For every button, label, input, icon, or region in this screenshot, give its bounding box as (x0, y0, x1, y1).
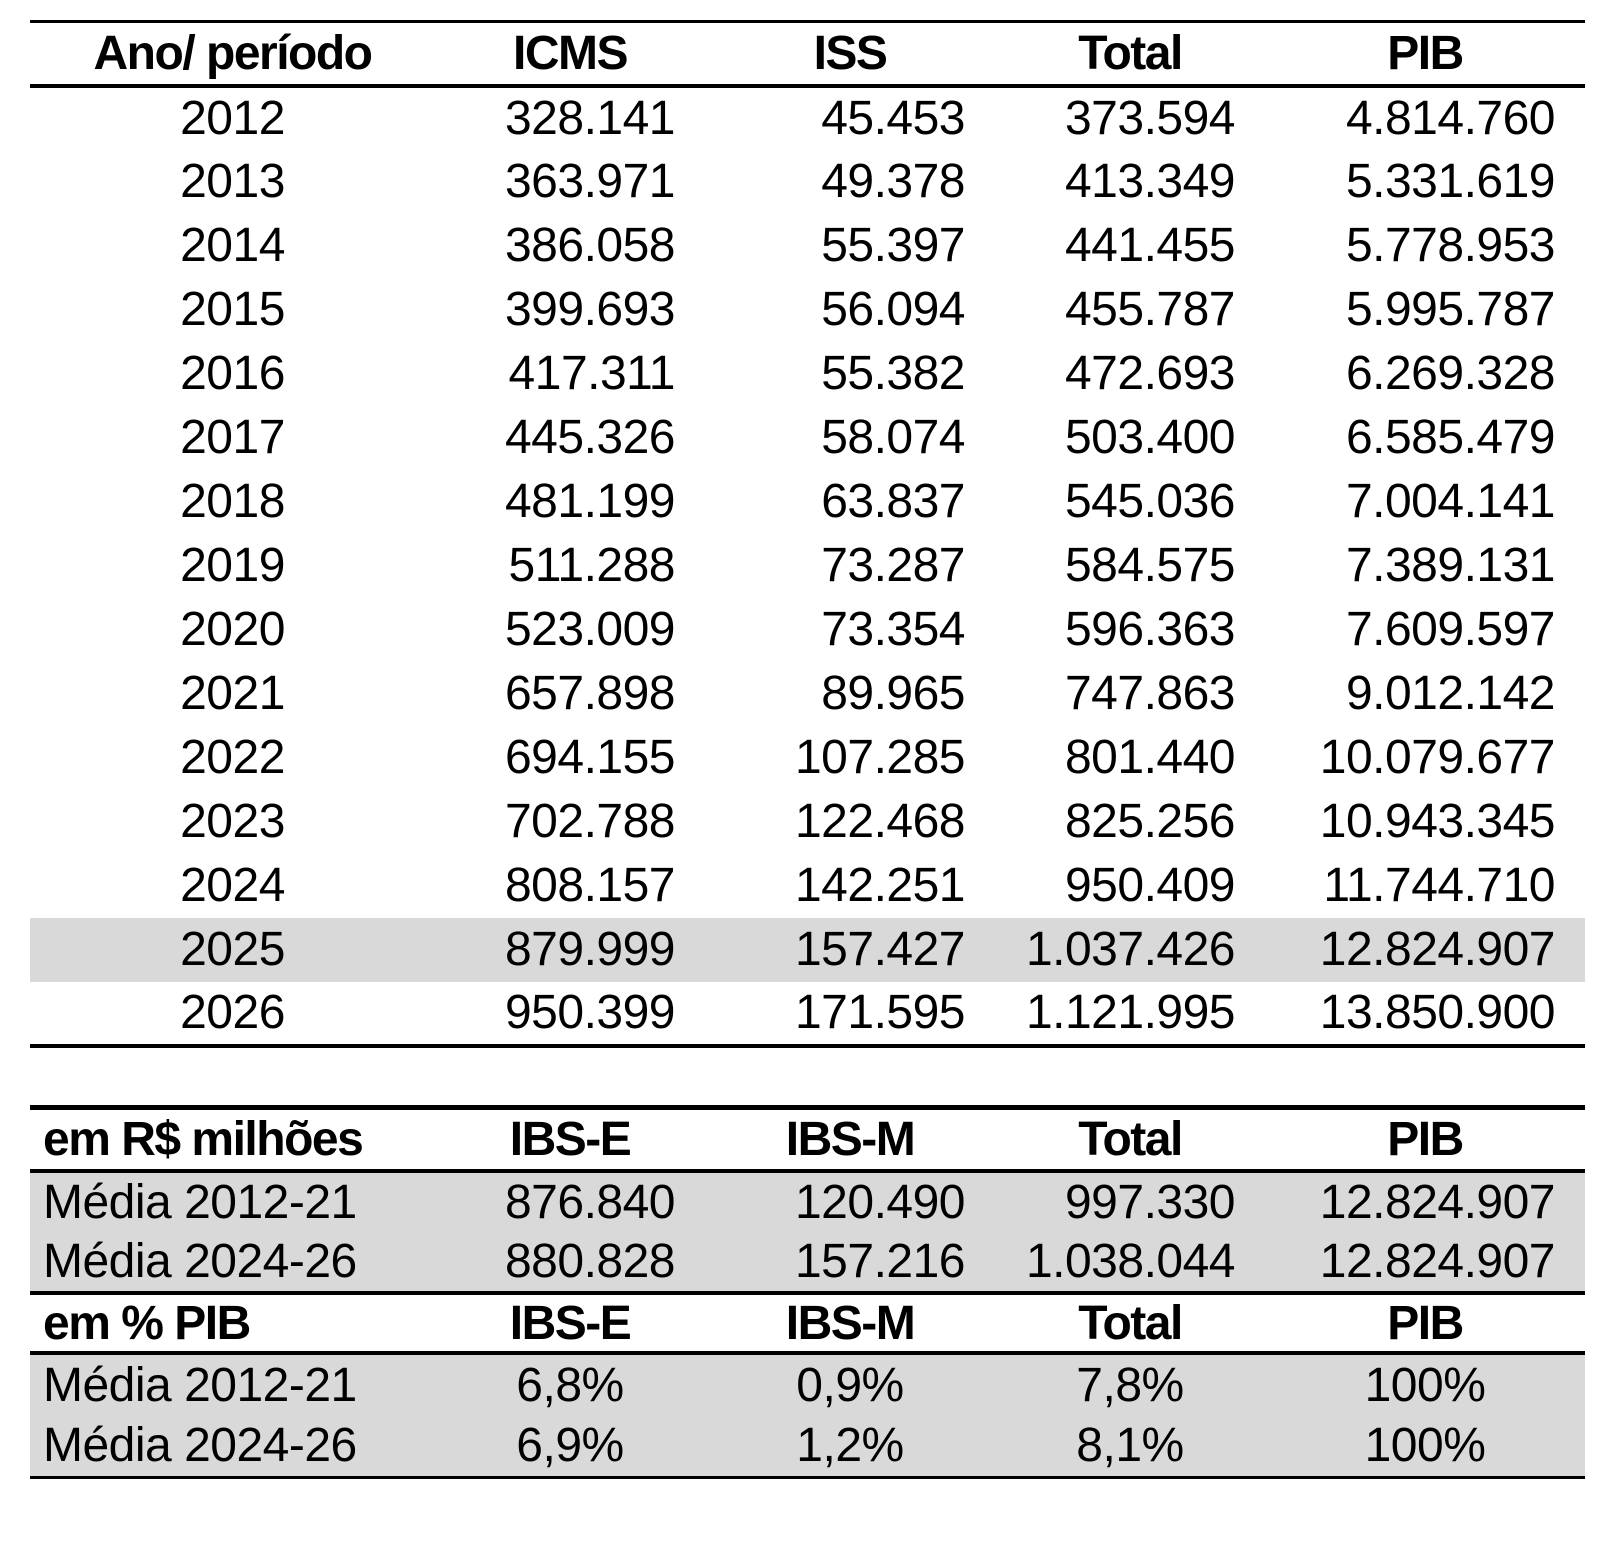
iss-cell: 89.965 (821, 667, 965, 720)
column-header-icms: ICMS (513, 26, 627, 80)
year-cell: 2017 (180, 411, 285, 464)
pib-cell: 6.269.328 (1345, 347, 1555, 400)
icms-cell: 481.199 (504, 475, 675, 528)
averages-summary-table (30, 1105, 1585, 1479)
iss-cell: 107.285 (794, 731, 965, 784)
total-cell: 373.594 (1064, 92, 1235, 145)
total-cell: 455.787 (1064, 283, 1235, 336)
icms-cell: 363.971 (504, 155, 675, 208)
total-cell: 7,8% (1076, 1358, 1184, 1412)
icms-cell: 328.141 (504, 92, 675, 145)
total-cell: 472.693 (1064, 347, 1235, 400)
year-cell: 2021 (180, 667, 285, 720)
table-row-media-2012-21-rs (30, 1171, 1585, 1232)
total-cell: 413.349 (1064, 155, 1235, 208)
total-cell: 997.330 (1064, 1176, 1235, 1229)
table-row (30, 214, 1585, 278)
iss-cell: 171.595 (794, 986, 965, 1039)
pib-cell: 11.744.710 (1323, 859, 1555, 912)
icms-cell: 445.326 (504, 411, 675, 464)
period-label-cell: Média 2024-26 (43, 1418, 357, 1472)
iss-cell: 49.378 (821, 155, 965, 208)
icms-cell: 657.898 (504, 667, 675, 720)
pib-cell: 5.778.953 (1345, 219, 1555, 272)
table-row (30, 854, 1585, 918)
iss-cell: 56.094 (821, 283, 965, 336)
period-label-cell: Média 2024-26 (43, 1235, 357, 1288)
period-label-cell: Média 2012-21 (43, 1176, 357, 1229)
year-cell: 2016 (180, 347, 285, 400)
table-row (30, 86, 1585, 150)
column-header-ibs-m: IBS-M (785, 1112, 915, 1166)
table-row-media-2024-26-rs (30, 1232, 1585, 1293)
pib-cell: 7.389.131 (1345, 539, 1555, 592)
header-row-rs-milhoes (30, 1107, 1585, 1171)
pib-cell: 12.824.907 (1319, 923, 1555, 976)
ibs-m-cell: 157.216 (794, 1235, 965, 1288)
icms-cell: 702.788 (504, 795, 675, 848)
pib-cell: 9.012.142 (1345, 667, 1555, 720)
pib-cell: 5.331.619 (1345, 155, 1555, 208)
pib-cell: 7.609.597 (1345, 603, 1555, 656)
column-header-iss: ISS (813, 26, 887, 80)
iss-cell: 55.382 (821, 347, 965, 400)
icms-cell: 399.693 (504, 283, 675, 336)
table-row (30, 534, 1585, 598)
icms-cell: 694.155 (504, 731, 675, 784)
year-cell: 2012 (180, 92, 285, 145)
pib-cell: 6.585.479 (1345, 411, 1555, 464)
pib-cell: 12.824.907 (1319, 1235, 1555, 1288)
year-cell: 2015 (180, 283, 285, 336)
column-header-ibs-e: IBS-E (509, 1296, 631, 1350)
pib-cell: 5.995.787 (1345, 283, 1555, 336)
year-cell: 2020 (180, 603, 285, 656)
year-cell: 2019 (180, 539, 285, 592)
total-cell: 503.400 (1064, 411, 1235, 464)
year-cell: 2018 (180, 475, 285, 528)
total-cell: 8,1% (1076, 1418, 1184, 1472)
icms-cell: 417.311 (508, 347, 675, 400)
table-row (30, 982, 1585, 1046)
table-row (30, 470, 1585, 534)
icms-cell: 511.288 (508, 539, 675, 592)
year-cell: 2014 (180, 219, 285, 272)
iss-cell: 55.397 (821, 219, 965, 272)
year-cell: 2023 (180, 795, 285, 848)
column-header-ano-periodo: Ano/ período (93, 26, 372, 80)
year-cell: 2025 (180, 923, 285, 976)
total-cell: 825.256 (1064, 795, 1235, 848)
total-cell: 545.036 (1064, 475, 1235, 528)
iss-cell: 63.837 (821, 475, 965, 528)
iss-cell: 122.468 (794, 795, 965, 848)
total-cell: 596.363 (1064, 603, 1235, 656)
ibs-e-cell: 880.828 (504, 1235, 675, 1288)
total-cell: 441.455 (1064, 219, 1235, 272)
table-row (30, 662, 1585, 726)
column-header-pib: PIB (1387, 1296, 1463, 1350)
iss-cell: 58.074 (821, 411, 965, 464)
year-cell: 2013 (180, 155, 285, 208)
total-cell: 1.038.044 (1025, 1235, 1235, 1288)
pib-cell: 12.824.907 (1319, 1176, 1555, 1229)
pib-cell: 100% (1364, 1358, 1486, 1412)
period-label-cell: Média 2012-21 (43, 1358, 357, 1412)
column-header-total: Total (1078, 1296, 1182, 1350)
table-row (30, 726, 1585, 790)
pib-cell: 10.079.677 (1319, 731, 1555, 784)
icms-cell: 879.999 (504, 923, 675, 976)
table-row (30, 150, 1585, 214)
icms-cell: 523.009 (504, 603, 675, 656)
iss-cell: 73.354 (821, 603, 965, 656)
total-cell: 747.863 (1064, 667, 1235, 720)
column-header-total: Total (1078, 1112, 1182, 1166)
ibs-e-cell: 6,8% (516, 1358, 624, 1412)
column-header-em-pct-pib: em % PIB (43, 1296, 250, 1350)
pib-cell: 10.943.345 (1319, 795, 1555, 848)
ibs-m-cell: 0,9% (796, 1358, 904, 1412)
total-cell: 1.037.426 (1025, 923, 1235, 976)
ibs-e-cell: 6,9% (516, 1418, 624, 1472)
pib-cell: 100% (1364, 1418, 1486, 1472)
ibs-e-cell: 876.840 (504, 1176, 675, 1229)
table-row-media-2024-26-pct (30, 1415, 1585, 1477)
year-cell: 2022 (180, 731, 285, 784)
year-cell: 2026 (180, 986, 285, 1039)
iss-cell: 45.453 (821, 92, 965, 145)
icms-cell: 386.058 (504, 219, 675, 272)
table-row-highlighted-2025 (30, 918, 1585, 982)
column-header-ibs-e: IBS-E (509, 1112, 631, 1166)
total-cell: 950.409 (1064, 859, 1235, 912)
table-row (30, 406, 1585, 470)
table-row (30, 790, 1585, 854)
iss-cell: 73.287 (821, 539, 965, 592)
table-row (30, 278, 1585, 342)
header-row-pct-pib (30, 1293, 1585, 1353)
pib-cell: 7.004.141 (1345, 475, 1555, 528)
table-row (30, 598, 1585, 662)
icms-cell: 950.399 (504, 986, 675, 1039)
iss-cell: 157.427 (794, 923, 965, 976)
column-header-ibs-m: IBS-M (785, 1296, 915, 1350)
pib-cell: 4.814.760 (1345, 92, 1555, 145)
header-row (30, 22, 1585, 86)
table-row (30, 342, 1585, 406)
total-cell: 801.440 (1064, 731, 1235, 784)
table-row-media-2012-21-pct (30, 1353, 1585, 1415)
column-header-total: Total (1078, 26, 1182, 80)
tax-revenue-by-year-table (30, 20, 1585, 1048)
icms-cell: 808.157 (504, 859, 675, 912)
year-cell: 2024 (180, 859, 285, 912)
ibs-m-cell: 120.490 (794, 1176, 965, 1229)
column-header-em-rs-milhoes: em R$ milhões (43, 1112, 363, 1166)
total-cell: 584.575 (1064, 539, 1235, 592)
column-header-pib: PIB (1387, 1112, 1463, 1166)
ibs-m-cell: 1,2% (796, 1418, 904, 1472)
total-cell: 1.121.995 (1025, 986, 1235, 1039)
iss-cell: 142.251 (794, 859, 965, 912)
column-header-pib: PIB (1387, 26, 1463, 80)
pib-cell: 13.850.900 (1319, 986, 1555, 1039)
